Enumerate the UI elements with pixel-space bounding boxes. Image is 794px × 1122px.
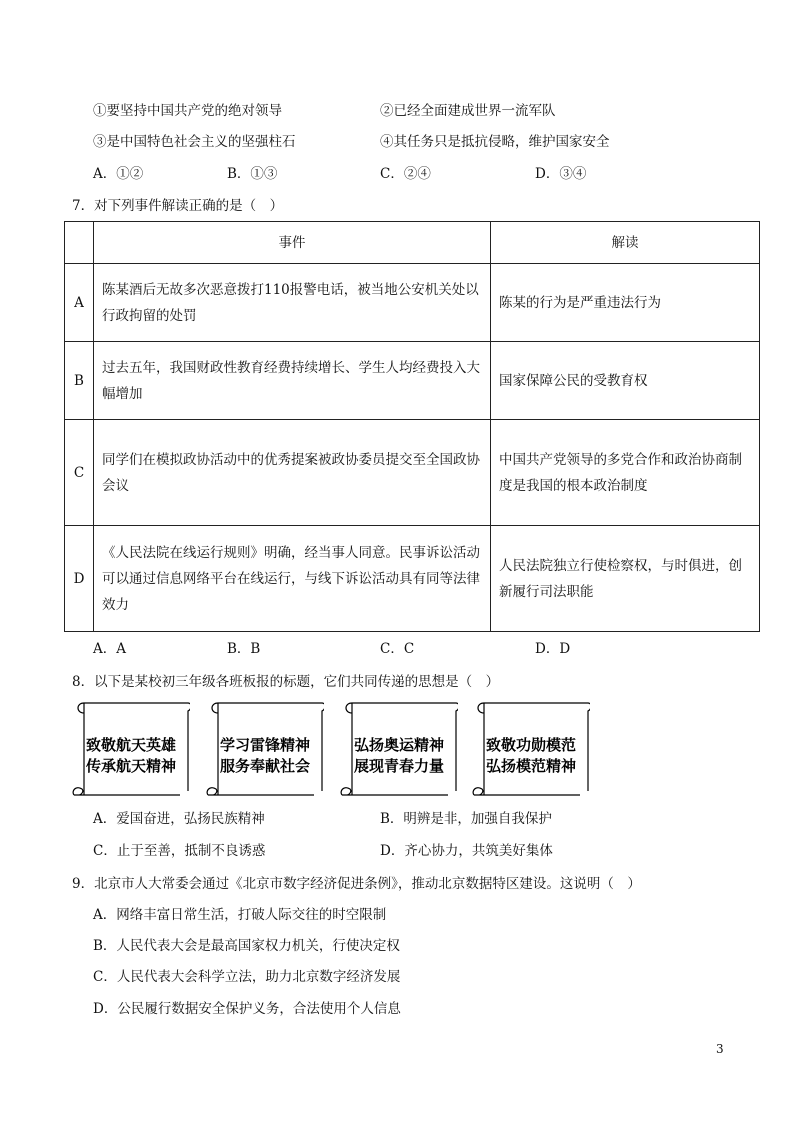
q6-statement-1: ①要坚持中国共产党的绝对领导	[93, 103, 282, 119]
q6-option-c: C．②④	[380, 166, 431, 182]
row-letter: A	[65, 264, 94, 342]
q8-option-d: D．齐心协力，共筑美好集体	[380, 843, 553, 859]
q7-option-c: C．C	[380, 641, 415, 657]
q6-option-d: D．③④	[535, 166, 587, 182]
scroll-line-2: 传承航天精神	[85, 757, 176, 775]
row-interp: 中国共产党领导的多党合作和政治协商制度是我国的根本政治制度	[491, 420, 760, 526]
scroll-line-1: 弘扬奥运精神	[353, 736, 444, 754]
table-header-row	[65, 222, 760, 264]
scroll-line-2: 展现青春力量	[353, 757, 444, 775]
table-row	[65, 420, 760, 526]
table-row	[65, 526, 760, 632]
q6-statement-4: ④其任务只是抵抗侵略，维护国家安全	[380, 134, 610, 150]
scroll-banner-4	[472, 699, 590, 799]
scroll-line-1: 学习雷锋精神	[219, 736, 310, 754]
q8-stem: 8．以下是某校初三年级各班板报的标题，它们共同传递的思想是（ ）	[72, 674, 500, 690]
scroll-line-1: 致敬功勋模范	[485, 736, 576, 754]
page-number: 3	[716, 1042, 724, 1056]
row-event: 陈某酒后无故多次恶意拨打110报警电话，被当地公安机关处以行政拘留的处罚	[94, 264, 491, 342]
scroll-banner-3	[340, 699, 458, 799]
scroll-line-2: 服务奉献社会	[219, 757, 310, 775]
q9-option-c: C．人民代表大会科学立法，助力北京数字经济发展	[93, 969, 401, 985]
row-event: 过去五年，我国财政性教育经费持续增长、学生人均经费投入大幅增加	[94, 342, 491, 420]
row-letter: B	[65, 342, 94, 420]
q8-option-c: C．止于至善，抵制不良诱惑	[93, 843, 266, 859]
q9-option-d: D．公民履行数据安全保护义务，合法使用个人信息	[93, 1001, 401, 1017]
q7-option-a: A．A	[93, 641, 126, 657]
scroll-line-1: 致敬航天英雄	[85, 736, 176, 754]
row-event: 同学们在模拟政协活动中的优秀提案被政协委员提交至全国政协会议	[94, 420, 491, 526]
scroll-banner-2	[206, 699, 324, 799]
q8-option-a: A．爱国奋进，弘扬民族精神	[93, 811, 265, 827]
row-interp: 国家保障公民的受教育权	[491, 342, 760, 420]
q6-option-a: A．①②	[93, 166, 144, 182]
q7-stem: 7．对下列事件解读正确的是（ ）	[72, 198, 284, 214]
row-letter: D	[65, 526, 94, 632]
q9-option-a: A．网络丰富日常生活，打破人际交往的时空限制	[93, 907, 387, 923]
q8-option-b: B．明辨是非，加强自我保护	[380, 811, 552, 827]
q9-stem: 9．北京市人大常委会通过《北京市数字经济促进条例》，推动北京数据特区建设。这说明（ ）	[72, 876, 641, 892]
table-header-event: 事件	[94, 222, 491, 264]
row-interp: 陈某的行为是严重违法行为	[491, 264, 760, 342]
scroll-line-2: 弘扬模范精神	[485, 757, 576, 775]
row-letter: C	[65, 420, 94, 526]
scroll-banner-1	[72, 699, 190, 799]
table-header-interp: 解读	[491, 222, 760, 264]
table-row	[65, 264, 760, 342]
q6-statement-2: ②已经全面建成世界一流军队	[380, 103, 556, 119]
q7-option-b: B．B	[227, 641, 261, 657]
q9-option-b: B．人民代表大会是最高国家权力机关，行使决定权	[93, 938, 400, 954]
row-event: 《人民法院在线运行规则》明确，经当事人同意。民事诉讼活动可以通过信息网络平台在线运行，与线下诉讼活动具有同等法律效力	[94, 526, 491, 632]
table-header-blank	[65, 222, 94, 264]
q6-statement-3: ③是中国特色社会主义的坚强柱石	[93, 134, 296, 150]
q7-event-table	[64, 221, 760, 632]
row-interp: 人民法院独立行使检察权，与时俱进，创新履行司法职能	[491, 526, 760, 632]
q7-option-d: D．D	[535, 641, 571, 657]
q6-option-b: B．①③	[227, 166, 278, 182]
table-row	[65, 342, 760, 420]
